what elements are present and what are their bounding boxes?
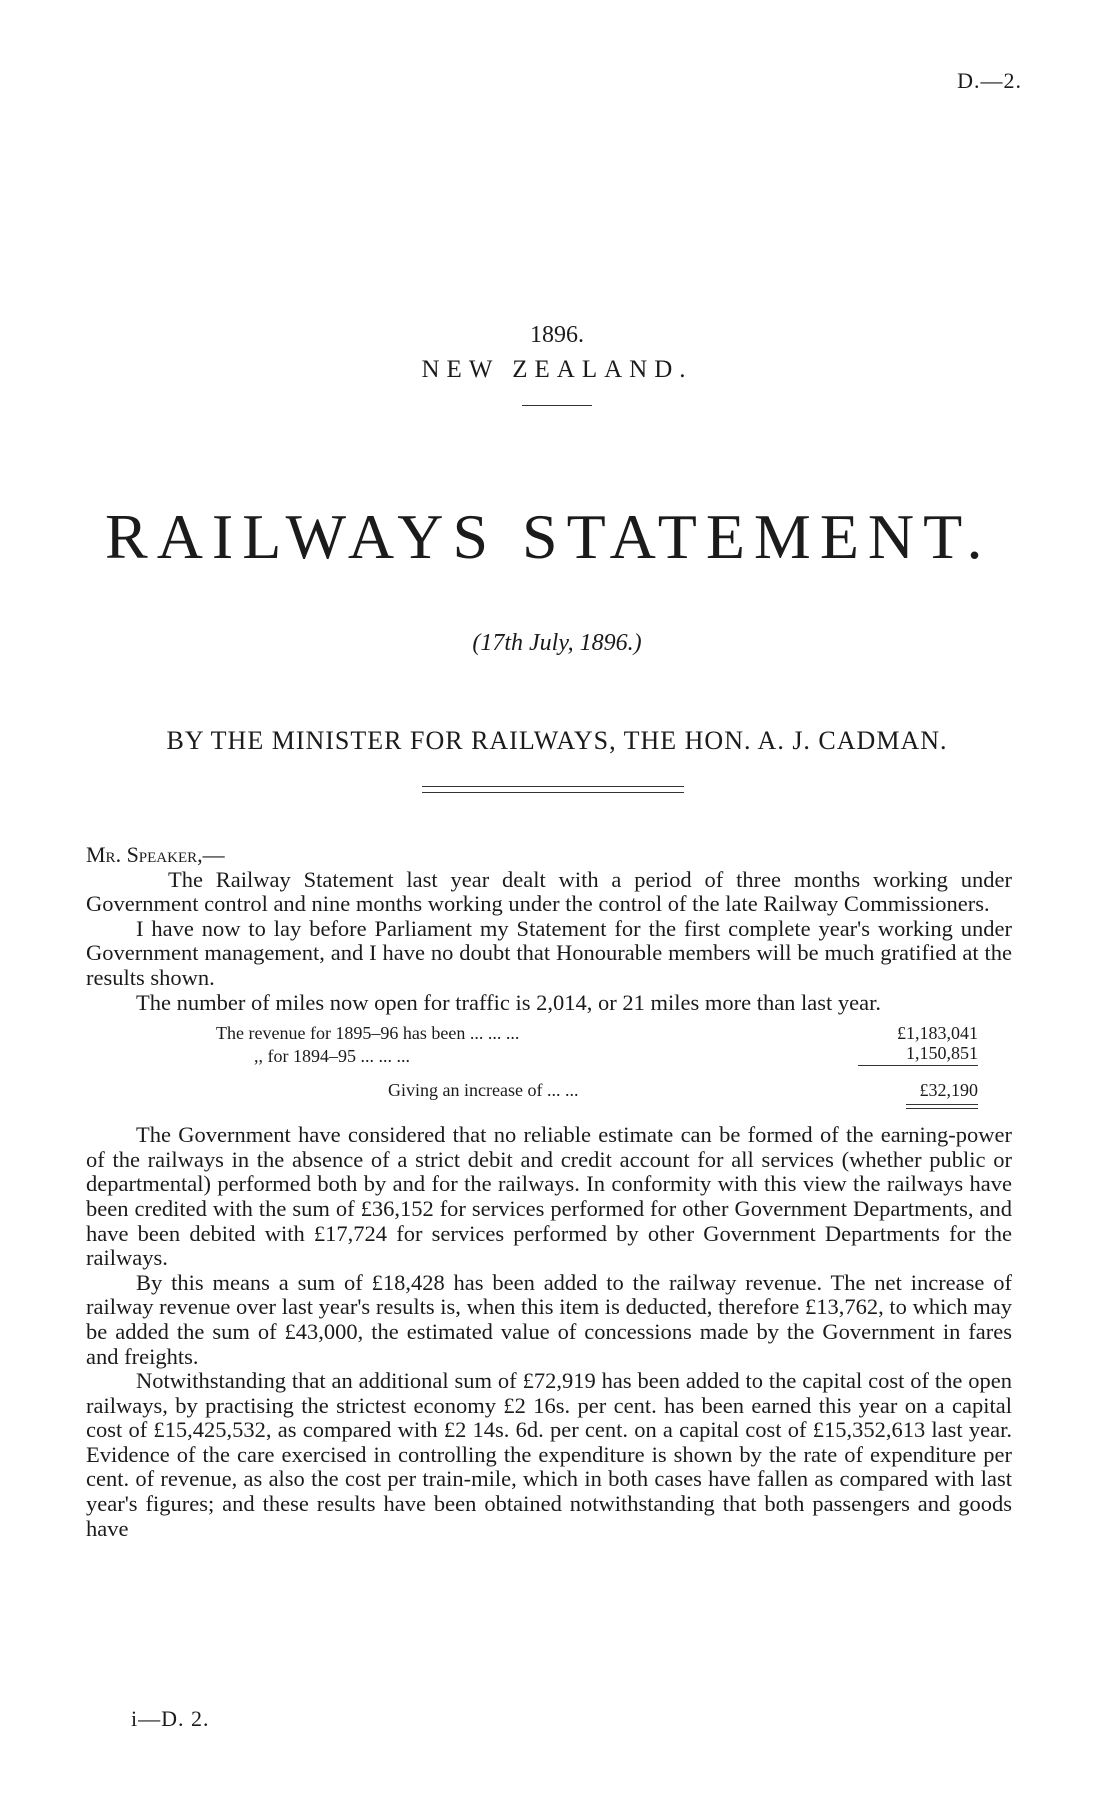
revenue-amount: £1,183,041 xyxy=(897,1023,978,1044)
revenue-row xyxy=(216,1043,978,1066)
document-reference: D.—2. xyxy=(957,68,1022,93)
document-country: NEW ZEALAND. xyxy=(421,356,693,383)
double-divider xyxy=(422,786,684,793)
revenue-label: ,, for 1894–95 ... ... ... xyxy=(254,1046,410,1067)
paragraph: The Railway Statement last year dealt with a period of three months working under Government control and nine months working under the control of the late Railway Commissioners. xyxy=(86,866,1012,917)
document-year: 1896. xyxy=(530,322,584,348)
revenue-table xyxy=(216,1023,978,1109)
revenue-amount: 1,150,851 xyxy=(858,1043,978,1066)
page-signature: i—D. 2. xyxy=(131,1706,210,1731)
paragraph: The number of miles now open for traffic is 2,014, or 21 miles more than last year. xyxy=(136,989,882,1015)
revenue-row xyxy=(216,1023,978,1043)
total-double-rule xyxy=(906,1104,978,1109)
document-date: (17th July, 1896.) xyxy=(472,630,642,656)
document-byline: BY THE MINISTER FOR RAILWAYS, THE HON. A. J. CADMAN. xyxy=(166,726,948,755)
revenue-amount: £32,190 xyxy=(919,1080,978,1101)
revenue-label: Giving an increase of ... ... xyxy=(388,1080,579,1101)
revenue-total-row xyxy=(216,1080,978,1100)
paragraph: Notwithstanding that an additional sum of £72,919 has been added to the capital cost of the open railways, by practising the strictest economy £2 16s. per cent. has been earned this year on a capital cost of £15,425,532, as compared with £2 14s. 6d. per cent. on a capital cost of £15,352,613 last year. Evidence of the care exercised in controlling the expenditure is shown by the rate of expenditure per cent. of revenue, as also the cost per train-mile, which in both cases have fallen as compared with last year's figures; and these results have been obtained notwithstanding that both passengers and goods have xyxy=(86,1368,1012,1541)
document-title: RAILWAYS STATEMENT. xyxy=(105,501,992,572)
paragraph: By this means a sum of £18,428 has been added to the railway revenue. The net increase of railway revenue over last year's results is, when this item is deducted, therefore £13,762, to which may be added the sum of £43,000, the estimated value of concessions made by the Government in fares and freights. xyxy=(86,1269,1012,1369)
document-body xyxy=(86,843,1012,1541)
paragraph: The Government have considered that no reliable estimate can be formed of the earning-power of the railways in the absence of a strict debit and credit account for all services (whether public or departmental) performed both by and for the railways. In conformity with this view the railways have been credited with the sum of £36,152 for services performed for other Government Departments, and have been debited with £17,724 for services performed by other Government Departments for the railways. xyxy=(86,1122,1012,1271)
short-divider xyxy=(522,405,592,406)
revenue-label: The revenue for 1895–96 has been ... ... ... xyxy=(216,1023,520,1044)
paragraph: I have now to lay before Parliament my Statement for the first complete year's working under Government management, and I have no doubt that Honourable members will be much gratified at the results shown. xyxy=(86,915,1012,990)
salutation: Mr. Speaker,— xyxy=(86,842,225,867)
